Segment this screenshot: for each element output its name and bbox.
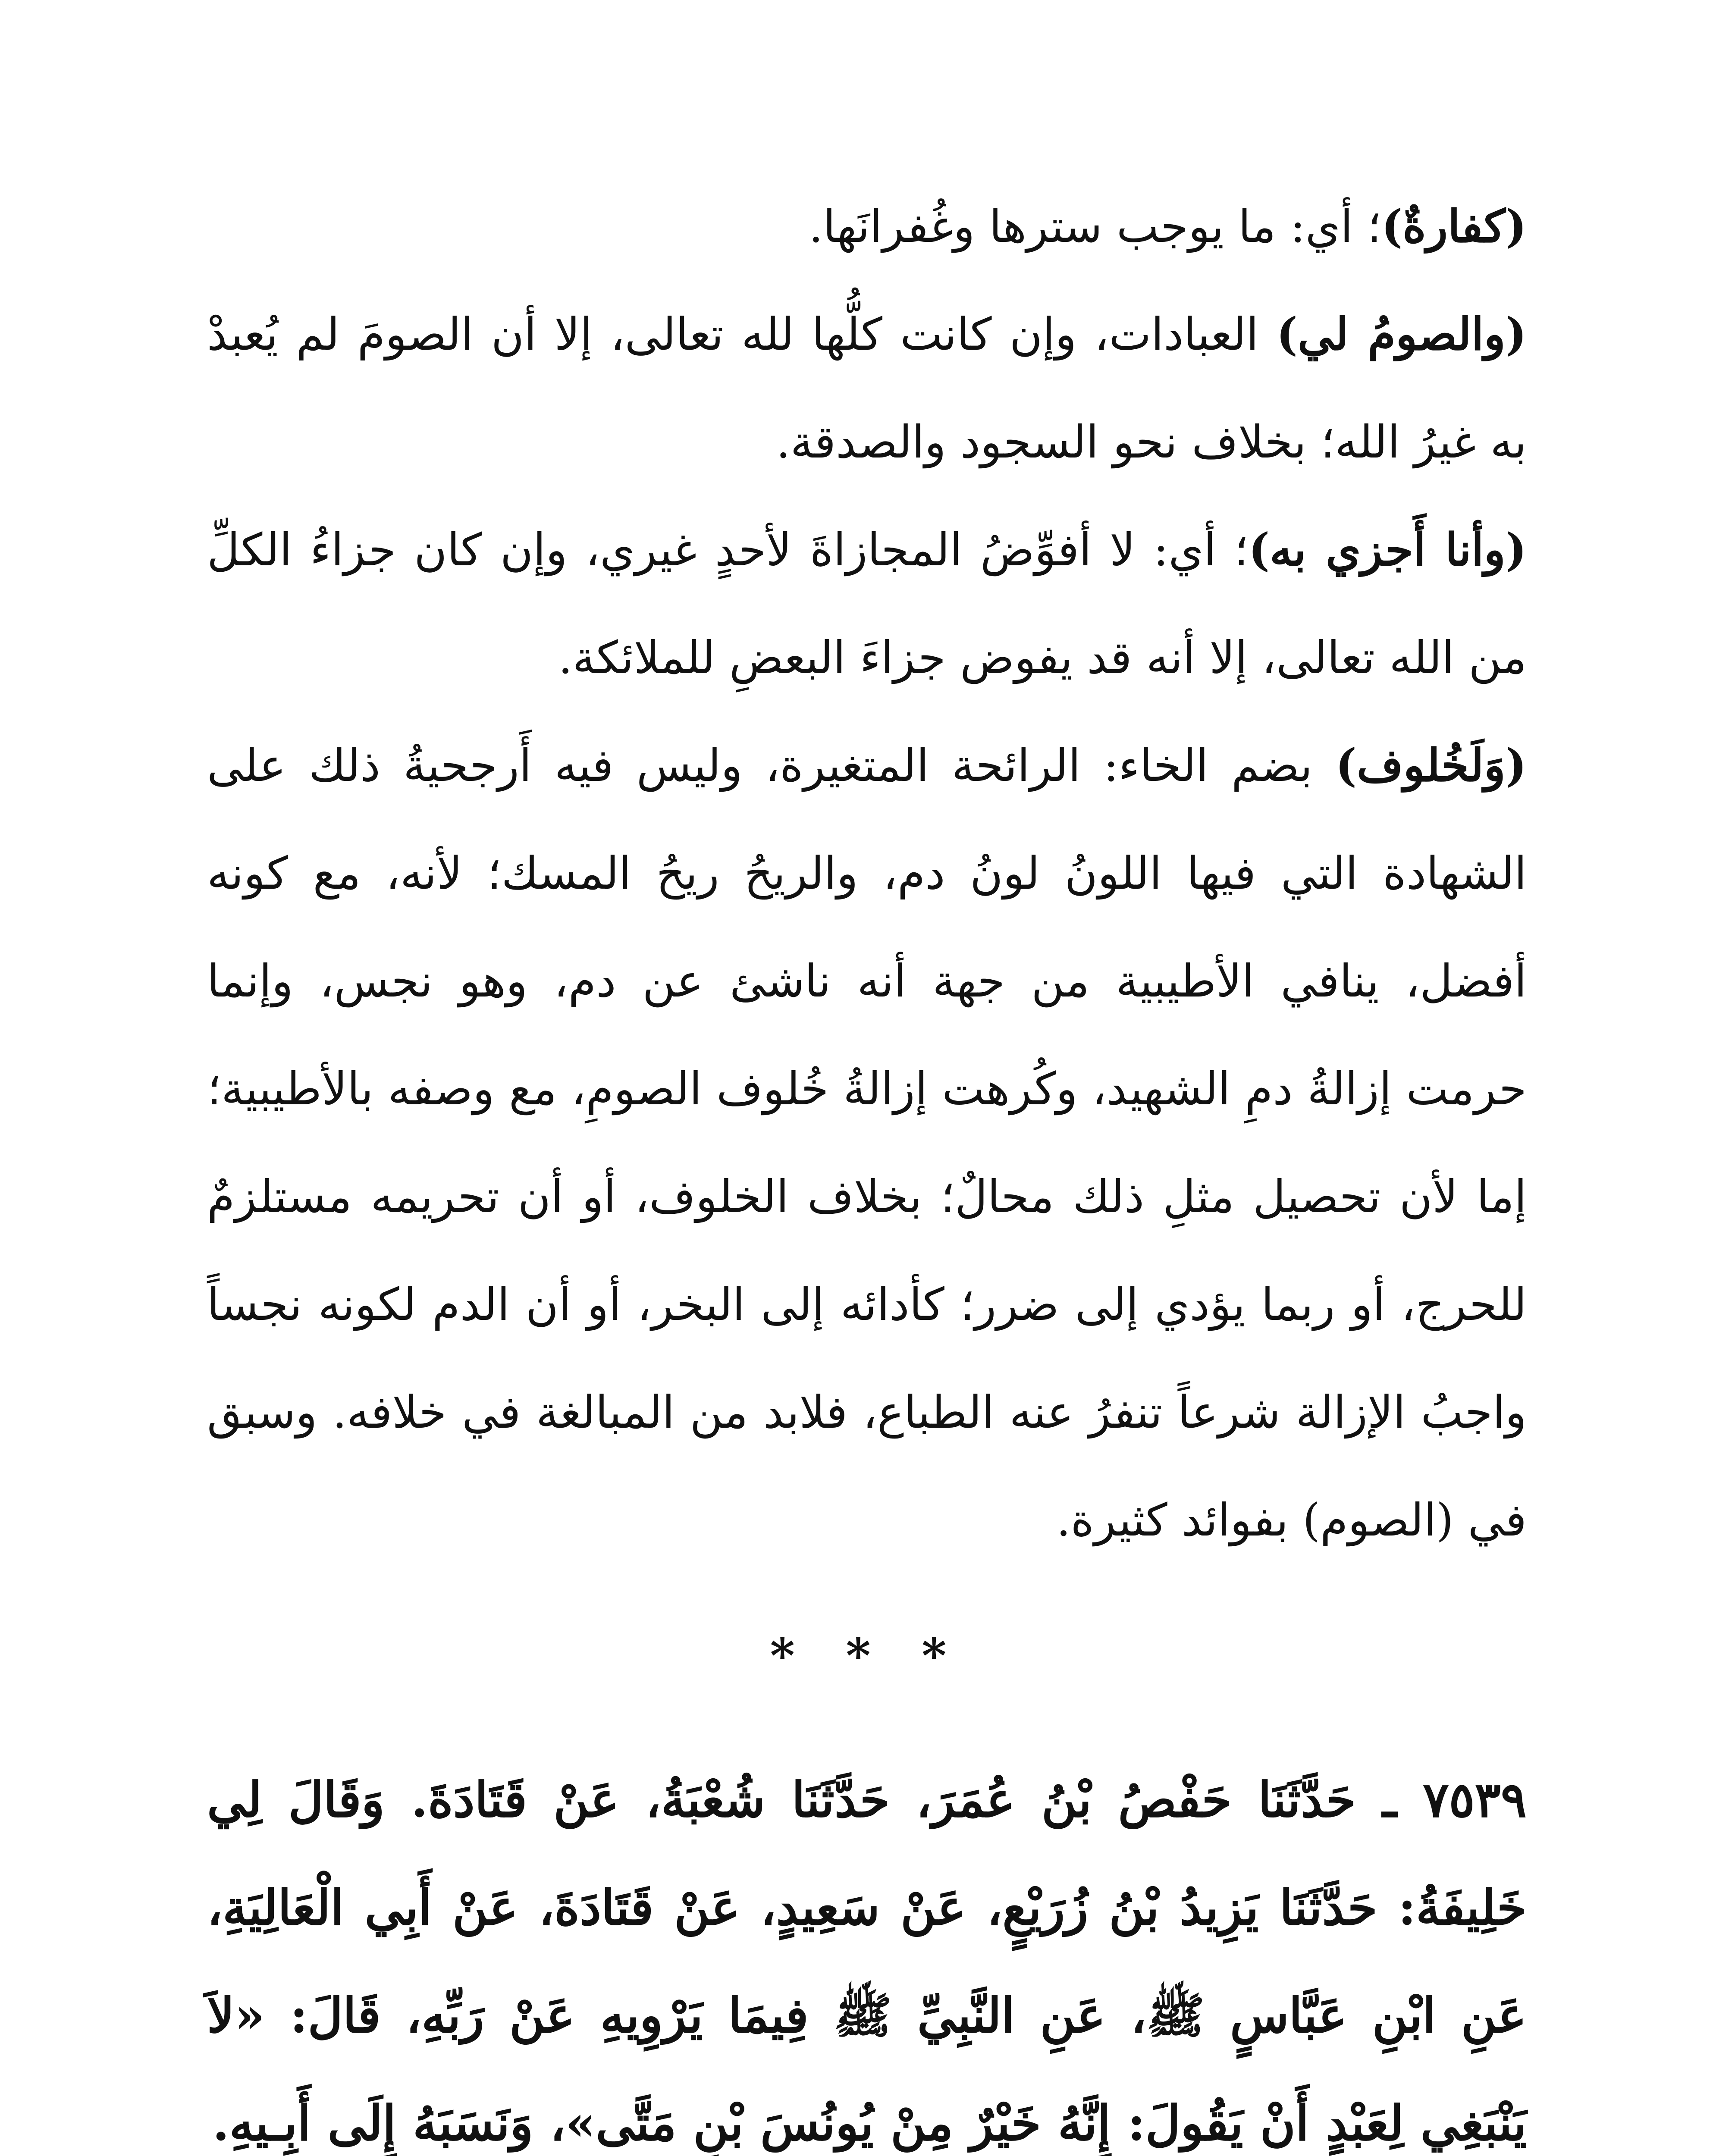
paragraph-text: ؛ أي: ما يوجب سترها وغُفرانَها.: [809, 200, 1382, 253]
paragraph-lead: (كفارةٌ): [1381, 200, 1527, 253]
paragraph-khuluf: [207, 711, 1527, 1574]
hadith-number: ٧٥٣٩: [1423, 1772, 1527, 1828]
paragraph-ajzi: [207, 496, 1527, 711]
hadith-body: ـ حَدَّثَنَا حَفْصُ بْنُ عُمَرَ، حَدَّثَنَا شُعْبَةُ، عَنْ قَتَادَةَ. وَقَالَ لِي خَلِيفَةُ: حَدَّثَنَا يَزِيدُ بْنُ زُرَيْعٍ، عَنْ سَعِيدٍ، عَنْ قَتَادَةَ، عَنْ أَبِي الْعَالِيَةِ، عَنِ ابْنِ عَبَّاسٍ ﷺ، عَنِ النَّبِيِّ ﷺ فِيمَا يَرْوِيهِ عَنْ رَبِّهِ، قَالَ: «لاَ يَنْبَغِي لِعَبْدٍ أَنْ يَقُولَ: إِنَّهُ خَيْرٌ مِنْ يُونُسَ بْنِ مَتَّى»، وَنَسَبَهُ إِلَى أَبِـيهِ.: [207, 1772, 1527, 2152]
hadith-text: [207, 1746, 1527, 2156]
section-separator: * * *: [770, 1628, 964, 1683]
paragraph-lead: (والصومُ لي): [1276, 307, 1527, 360]
document-page: [207, 172, 1527, 2156]
paragraph-lead: (وأنا أَجزي به): [1248, 523, 1527, 576]
paragraph-kaffara: [207, 172, 1527, 280]
paragraph-text: بضم الخاء: الرائحة المتغيرة، وليس فيه أَرجحيةُ ذلك على الشهادة التي فيها اللونُ لونُ دم، والريحُ ريحُ المسك؛ لأنه، مع كونه أفضل، ينافي الأطيبية من جهة أنه ناشئ عن دم، وهو نجس، وإنما حرمت إزالةُ دمِ الشهيد، وكُرهت إزالةُ خُلوف الصومِ، مع وصفه بالأطيبية؛ إما لأن تحصيل مثلِ ذلك محالٌ؛ بخلاف الخلوف، أو أن تحريمه مستلزمٌ للحرج، أو ربما يؤدي إلى ضرر؛ كأدائه إلى البخر، أو أن الدم لكونه نجساً واجبُ الإزالة شرعاً تنفرُ عنه الطباع، فلابد من المبالغة في خلافه. وسبق في (الصوم) بفوائد كثيرة.: [207, 739, 1527, 1546]
paragraph-text: العبادات، وإن كانت كلُّها لله تعالى، إلا أن الصومَ لم يُعبدْ به غيرُ الله؛ بخلاف نحو السجود والصدقة.: [207, 308, 1527, 468]
paragraph-sawm: [207, 280, 1527, 496]
commentary-block: [207, 172, 1527, 1574]
paragraph-text: ؛ أي: لا أفوِّضُ المجازاةَ لأحدٍ غيري، وإن كان جزاءُ الكلِّ من الله تعالى، إلا أنه قد يفوض جزاءَ البعضِ للملائكة.: [207, 523, 1527, 684]
paragraph-lead: (وَلَخُلوف): [1335, 739, 1527, 792]
